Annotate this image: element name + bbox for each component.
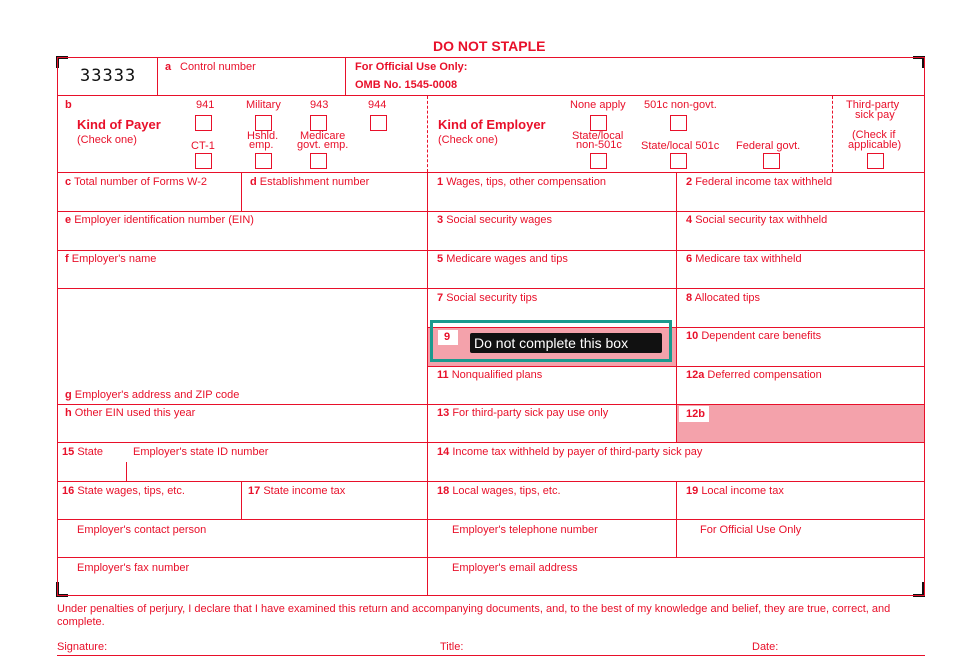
field-h-letter: h: [65, 407, 72, 419]
field-f[interactable]: [65, 253, 156, 265]
rule-519: [57, 519, 925, 520]
payer-943-label: 943: [310, 99, 329, 111]
field-d[interactable]: [250, 176, 369, 188]
rule-442: [57, 442, 925, 443]
box-16-label: State wages, tips, etc.: [77, 485, 185, 497]
box-6-number: 6: [686, 253, 693, 265]
employer-none-label: None apply: [570, 99, 626, 111]
contact-person-field[interactable]: Employer's contact person: [77, 524, 207, 536]
box-1[interactable]: [437, 176, 606, 188]
official-use-label: For Official Use Only:: [355, 61, 468, 73]
vrule-241a: [241, 172, 242, 211]
box-8-number: 8: [686, 292, 693, 304]
payer-military-label: Military: [246, 99, 281, 111]
box-19-number: 19: [686, 485, 699, 497]
box-11-label: Nonqualified plans: [451, 369, 543, 381]
box-16[interactable]: [62, 485, 185, 497]
box-4[interactable]: [686, 214, 827, 226]
employer-check-one: (Check one): [438, 134, 498, 146]
box-13-label: For third-party sick pay use only: [452, 407, 609, 419]
control-number-label: Control number: [180, 61, 256, 73]
box-7-number: 7: [437, 292, 444, 304]
control-letter: a: [165, 61, 172, 73]
box-5-label: Medicare wages and tips: [446, 253, 568, 265]
third-party-label-2: sick pay: [855, 109, 895, 121]
vrule-676a: [676, 172, 677, 442]
field-c-label: Total number of Forms W-2: [73, 176, 208, 188]
kind-of-payer-title: Kind of Payer: [77, 117, 161, 132]
vrule-427: [427, 172, 428, 595]
vrule-126: [126, 462, 127, 481]
box-17-label: State income tax: [263, 485, 346, 497]
box-10[interactable]: [686, 330, 821, 342]
vrule-676b: [676, 481, 677, 557]
box-2-label: Federal income tax withheld: [695, 176, 833, 188]
form-code: 33333: [80, 66, 137, 86]
box-10-label: Dependent care benefits: [701, 330, 822, 342]
kind-of-employer-title: Kind of Employer: [438, 117, 546, 132]
rule-95: [57, 95, 925, 96]
box-17-number: 17: [248, 485, 261, 497]
box-1-number: 1: [437, 176, 444, 188]
field-d-label: Establishment number: [259, 176, 370, 188]
box-13[interactable]: [437, 407, 608, 419]
payer-medicare-label-1: Medicare: [300, 130, 346, 142]
payer-hshld-label-1: Hshld.: [247, 130, 279, 142]
rule-557: [57, 557, 925, 558]
employer-state-local-label-2: non-501c: [576, 139, 622, 151]
payer-941-label: 941: [196, 99, 215, 111]
do-not-staple: DO NOT STAPLE: [433, 38, 546, 54]
vrule-157: [157, 57, 158, 95]
payer-ct1-label: CT-1: [191, 140, 215, 152]
frame-bottom: [57, 595, 925, 596]
third-party-checkbox[interactable]: [867, 153, 884, 169]
employer-state-local-checkbox[interactable]: [590, 153, 607, 169]
payer-military-checkbox[interactable]: [255, 115, 272, 131]
email-field[interactable]: Employer's email address: [452, 562, 578, 574]
box-15-number: 15: [62, 446, 75, 458]
box-12b-shaded: [677, 405, 924, 442]
field-d-letter: d: [250, 176, 257, 188]
box-2-number: 2: [686, 176, 693, 188]
box-6-label: Medicare tax withheld: [695, 253, 802, 265]
payer-944-label: 944: [368, 99, 387, 111]
payer-medicare-label-2: govt. emp.: [297, 139, 349, 151]
tooltip: [470, 333, 662, 353]
box-2[interactable]: [686, 176, 832, 188]
payer-ct1-checkbox[interactable]: [195, 153, 212, 169]
frame-top: [57, 57, 925, 58]
payer-hshld-checkbox[interactable]: [255, 153, 272, 169]
field-c-letter: c: [65, 176, 72, 188]
rule-288: [57, 288, 925, 289]
title-label: Title:: [440, 641, 464, 653]
telephone-field[interactable]: Employer's telephone number: [452, 524, 598, 536]
box-3-number: 3: [437, 214, 444, 226]
employer-federal-label: Federal govt.: [736, 140, 801, 152]
employer-501c-checkbox[interactable]: [670, 115, 687, 131]
box-10-number: 10: [686, 330, 699, 342]
box-18[interactable]: [437, 485, 561, 497]
employer-state-501c-checkbox[interactable]: [670, 153, 687, 169]
box-3-label: Social security wages: [446, 214, 552, 226]
vrule-345: [345, 57, 346, 95]
field-g-letter: g: [65, 389, 72, 401]
box-4-number: 4: [686, 214, 693, 226]
fax-field[interactable]: Employer's fax number: [77, 562, 190, 574]
employer-state-local-label-1: State/local: [572, 130, 624, 142]
box-14[interactable]: [437, 446, 702, 458]
box-9-number: 9: [444, 331, 451, 343]
perjury-statement: Under penalties of perjury, I declare that I have examined this return and accompanying documents, and, to the best of my knowledge and belief, they are true, correct, and complete.: [57, 603, 891, 628]
payer-941-checkbox[interactable]: [195, 115, 212, 131]
payer-check-one: (Check one): [77, 134, 137, 146]
tooltip-text: Do not complete this box: [474, 335, 629, 351]
box-17[interactable]: [248, 485, 345, 497]
box-7[interactable]: [437, 292, 537, 304]
box-8-label: Allocated tips: [694, 292, 761, 304]
third-party-label-1: Third-party: [846, 99, 900, 111]
field-f-label: Employer's name: [71, 253, 157, 265]
box-6[interactable]: [686, 253, 802, 265]
employer-federal-checkbox[interactable]: [763, 153, 780, 169]
signature-label: Signature:: [57, 641, 108, 653]
box-7-label: Social security tips: [446, 292, 538, 304]
box-12a-number: 12a: [686, 369, 705, 381]
rule-172: [57, 172, 925, 173]
employer-state-501c-label: State/local 501c: [641, 140, 720, 152]
date-label: Date:: [752, 641, 779, 653]
payer-hshld-label-2: emp.: [249, 139, 274, 151]
state-id-label: Employer's state ID number: [133, 446, 269, 458]
field-e-label: Employer identification number (EIN): [74, 214, 254, 226]
employer-501c-label: 501c non-govt.: [644, 99, 717, 111]
box-16-number: 16: [62, 485, 75, 497]
box-14-label: Income tax withheld by payer of third-party sick pay: [452, 446, 703, 458]
box-18-label: Local wages, tips, etc.: [452, 485, 561, 497]
box-8[interactable]: [686, 292, 760, 304]
box-5-number: 5: [437, 253, 444, 265]
frame-right: [924, 57, 925, 595]
box-13-number: 13: [437, 407, 450, 419]
official-use-only-field: For Official Use Only: [700, 524, 802, 536]
box-3[interactable]: [437, 214, 552, 226]
field-e-letter: e: [65, 214, 72, 226]
payer-944-checkbox[interactable]: [370, 115, 387, 131]
box-14-number: 14: [437, 446, 450, 458]
third-party-label-3: (Check if: [852, 129, 896, 141]
field-f-letter: f: [65, 253, 69, 265]
rule-481: [57, 481, 925, 482]
box-15-label: State: [77, 446, 103, 458]
third-party-label-4: applicable): [848, 139, 902, 151]
field-c[interactable]: [65, 176, 207, 188]
field-h[interactable]: [65, 407, 195, 419]
field-h-label: Other EIN used this year: [74, 407, 196, 419]
rule-211: [57, 211, 925, 212]
box-1-label: Wages, tips, other compensation: [446, 176, 606, 188]
vrule-241b: [241, 481, 242, 519]
payer-letter: b: [65, 99, 72, 111]
omb-number: OMB No. 1545-0008: [355, 79, 458, 91]
box-11[interactable]: [437, 369, 542, 381]
box-12a-label: Deferred compensation: [707, 369, 822, 381]
box-19[interactable]: [686, 485, 784, 497]
field-e[interactable]: [65, 214, 254, 226]
box-4-label: Social security tax withheld: [695, 214, 828, 226]
frame-left: [57, 57, 58, 595]
vrule-dashed-427: [427, 96, 428, 172]
field-g-label: Employer's address and ZIP code: [74, 389, 240, 401]
box-11-number: 11: [437, 369, 449, 381]
box-15[interactable]: [62, 446, 103, 458]
box-12a[interactable]: [686, 369, 822, 381]
employer-none-checkbox[interactable]: [590, 115, 607, 131]
payer-943-checkbox[interactable]: [310, 115, 327, 131]
vrule-dashed-832: [832, 96, 833, 172]
box-5[interactable]: [437, 253, 568, 265]
rule-250: [57, 250, 925, 251]
field-g[interactable]: [65, 389, 239, 401]
signature-line[interactable]: [57, 655, 925, 656]
box-19-label: Local income tax: [701, 485, 784, 497]
box-18-number: 18: [437, 485, 450, 497]
box-12b-number: 12b: [686, 408, 705, 420]
payer-medicare-checkbox[interactable]: [310, 153, 327, 169]
